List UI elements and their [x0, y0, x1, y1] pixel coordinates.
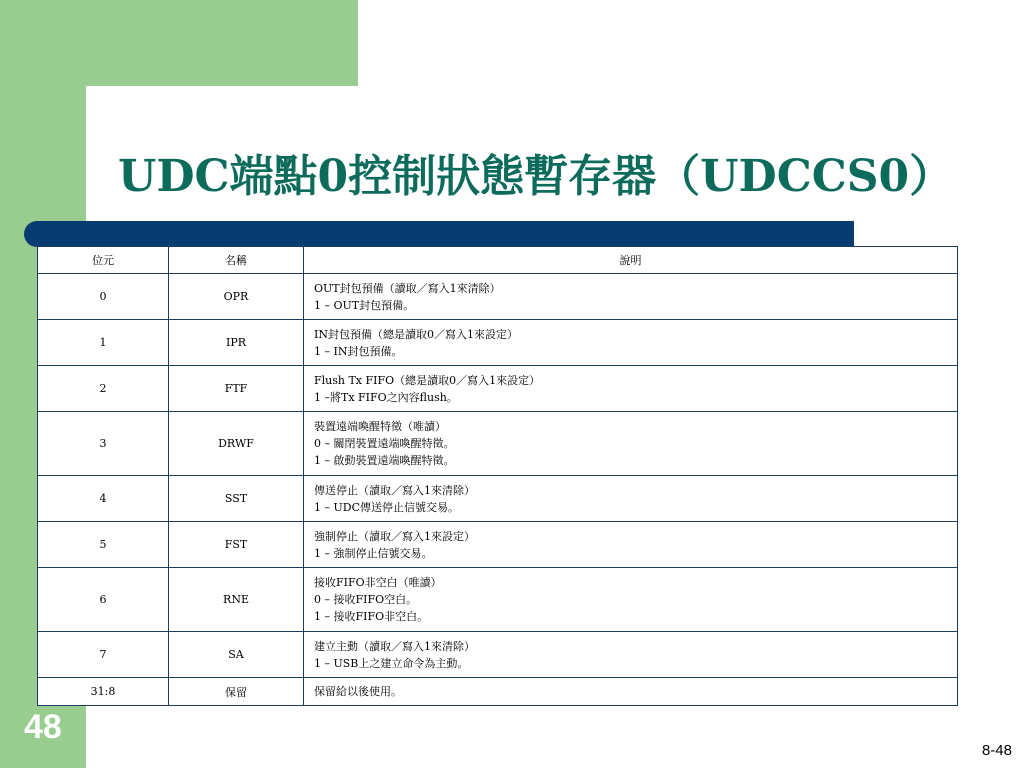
description-line: 接收FIFO非空白（唯讀） [314, 576, 442, 589]
description-line: 裝置遠端喚醒特徵（唯讀） [314, 420, 446, 433]
description-line: 強制停止（讀取／寫入1來設定） [314, 529, 475, 543]
description-cell [304, 274, 958, 320]
description-cell [304, 476, 958, 522]
description-line: 傳送停止（讀取／寫入1來清除） [314, 483, 475, 497]
table-row [38, 412, 958, 476]
description-cell [304, 568, 958, 632]
description-line: 0 – 接收FIFO空白。 [314, 593, 418, 606]
name-cell: FST [169, 522, 304, 568]
table-row [38, 274, 958, 320]
table-row [38, 366, 958, 412]
table-body [38, 274, 958, 706]
table-row [38, 320, 958, 366]
description-line: 1 – 強制停止信號交易。 [314, 546, 433, 560]
table-header-row [38, 247, 958, 274]
table-row [38, 632, 958, 678]
description-line: 1 –將Tx FIFO之內容flush。 [314, 390, 458, 404]
page-number: 48 [24, 708, 62, 746]
table-row [38, 522, 958, 568]
bit-cell: 4 [38, 476, 169, 522]
description-line: 1 – UDC傳送停止信號交易。 [314, 500, 459, 514]
bit-cell: 5 [38, 522, 169, 568]
description-line: OUT封包預備（讀取／寫入1來清除） [314, 281, 501, 295]
description-line: 保留給以後使用。 [314, 685, 402, 698]
description-cell [304, 320, 958, 366]
table-row [38, 476, 958, 522]
table-row [38, 568, 958, 632]
bit-cell: 31:8 [38, 678, 169, 706]
name-cell: SA [169, 632, 304, 678]
name-cell: RNE [169, 568, 304, 632]
slide-title: UDC端點0控制狀態暫存器（UDCCS0） [118, 151, 954, 202]
description-cell [304, 632, 958, 678]
description-line: 1 – 啟動裝置遠端喚醒特徵。 [314, 454, 455, 467]
bit-cell: 1 [38, 320, 169, 366]
name-cell: SST [169, 476, 304, 522]
slide-number: 8-48 [981, 742, 1012, 759]
bit-cell: 0 [38, 274, 169, 320]
name-cell: OPR [169, 274, 304, 320]
bit-cell: 7 [38, 632, 169, 678]
name-cell: DRWF [169, 412, 304, 476]
description-line: 1 – OUT封包預備。 [314, 298, 415, 312]
register-table [37, 246, 958, 706]
name-cell: FTF [169, 366, 304, 412]
description-line: Flush Tx FIFO（總是讀取0／寫入1來設定） [314, 373, 541, 387]
bit-cell: 2 [38, 366, 169, 412]
description-line: 建立主動（讀取／寫入1來清除） [314, 639, 475, 653]
name-cell: IPR [169, 320, 304, 366]
bit-cell: 6 [38, 568, 169, 632]
description-cell [304, 522, 958, 568]
name-cell: 保留 [169, 678, 304, 706]
header-bit: 位元 [38, 247, 169, 274]
description-line: 1 – 接收FIFO非空白。 [314, 610, 429, 623]
description-line: 1 – USB上之建立命令為主動。 [314, 656, 469, 670]
description-cell [304, 412, 958, 476]
header-description: 說明 [304, 247, 958, 274]
table-row [38, 678, 958, 706]
top-decor-bar [86, 0, 358, 86]
description-line: IN封包預備（總是讀取0／寫入1來設定） [314, 327, 518, 341]
title-underline-band [24, 221, 854, 247]
description-line: 0 – 關閉裝置遠端喚醒特徵。 [314, 437, 455, 450]
description-cell [304, 678, 958, 706]
description-cell [304, 366, 958, 412]
bit-cell: 3 [38, 412, 169, 476]
description-line: 1 – IN封包預備。 [314, 344, 403, 358]
header-name: 名稱 [169, 247, 304, 274]
